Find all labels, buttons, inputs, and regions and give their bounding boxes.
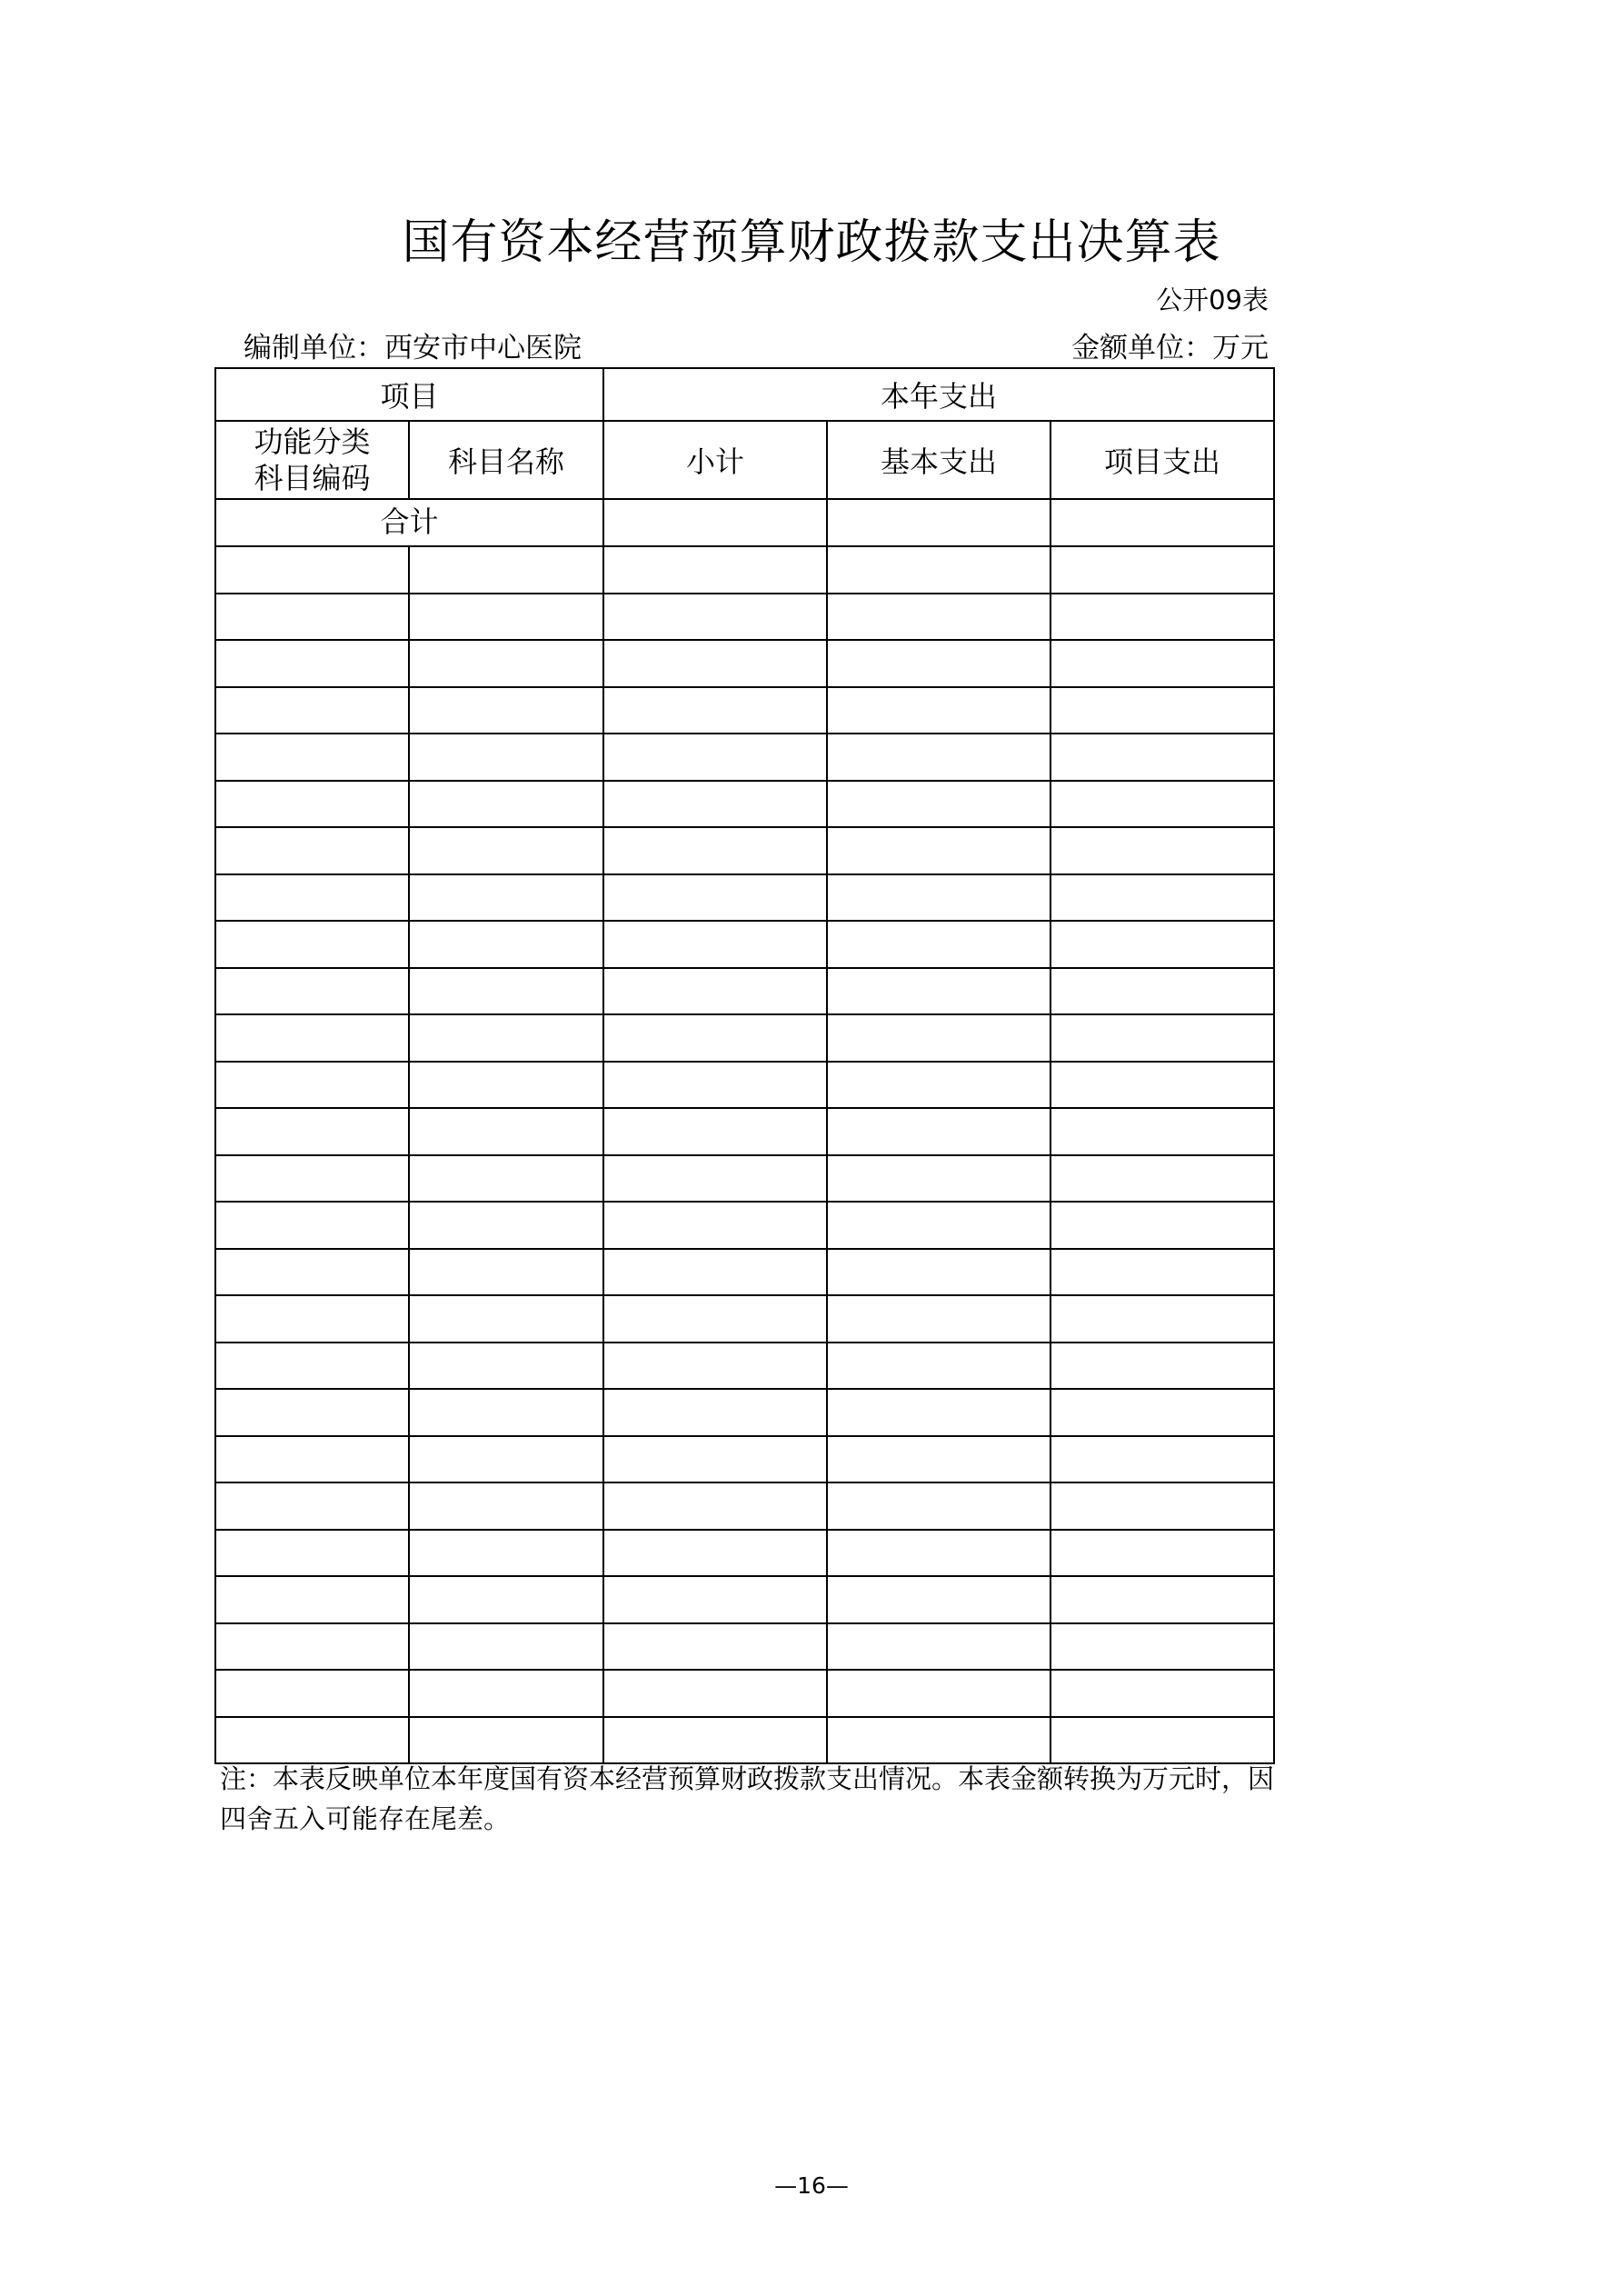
- name-cell: [409, 1014, 603, 1062]
- table-row: [215, 1202, 1274, 1249]
- name-cell: [409, 594, 603, 641]
- project-cell: [1050, 1623, 1274, 1671]
- code-cell: [215, 594, 409, 641]
- code-cell: [215, 1202, 409, 1249]
- basic-cell: [827, 640, 1050, 687]
- project-cell: [1050, 781, 1274, 828]
- table-row: [215, 1295, 1274, 1343]
- basic-cell: [827, 968, 1050, 1015]
- table-row: [215, 1249, 1274, 1296]
- name-cell: [409, 1670, 603, 1717]
- basic-cell: [827, 781, 1050, 828]
- code-cell: [215, 1108, 409, 1155]
- header-basic-expenditure: 基本支出: [827, 421, 1050, 499]
- page-number: —16—: [774, 2172, 849, 2199]
- table-row: [215, 1389, 1274, 1436]
- project-cell: [1050, 1717, 1274, 1764]
- project-cell: [1050, 1295, 1274, 1343]
- basic-cell: [827, 1202, 1050, 1249]
- basic-cell: [827, 1389, 1050, 1436]
- project-cell: [1050, 827, 1274, 874]
- code-cell: [215, 546, 409, 594]
- header-current-year-expenditure: 本年支出: [603, 368, 1274, 421]
- total-basic-cell: [827, 499, 1050, 546]
- code-cell: [215, 921, 409, 968]
- project-cell: [1050, 734, 1274, 781]
- subtotal-cell: [603, 921, 827, 968]
- subtotal-cell: [603, 687, 827, 734]
- project-cell: [1050, 921, 1274, 968]
- subtotal-cell: [603, 594, 827, 641]
- header-project-expenditure: 项目支出: [1050, 421, 1274, 499]
- table-row: [215, 1482, 1274, 1530]
- code-cell: [215, 1530, 409, 1577]
- subtotal-cell: [603, 1155, 827, 1203]
- code-cell: [215, 1295, 409, 1343]
- name-cell: [409, 1576, 603, 1623]
- name-cell: [409, 546, 603, 594]
- table-row: [215, 921, 1274, 968]
- page-title: 国有资本经营预算财政拨款支出决算表: [402, 215, 1221, 270]
- code-cell: [215, 687, 409, 734]
- table-row: [215, 1155, 1274, 1203]
- code-cell: [215, 1389, 409, 1436]
- code-cell: [215, 1014, 409, 1062]
- project-cell: [1050, 1576, 1274, 1623]
- table-note: 注：本表反映单位本年度国有资本经营预算财政拨款支出情况。本表金额转换为万元时，因四舍五入可能存在尾差。: [220, 1763, 1275, 1834]
- project-cell: [1050, 874, 1274, 922]
- total-label: 合计: [215, 499, 603, 546]
- name-cell: [409, 1530, 603, 1577]
- subtotal-cell: [603, 1108, 827, 1155]
- table-row: [215, 1343, 1274, 1390]
- table-row: [215, 687, 1274, 734]
- code-cell: [215, 1249, 409, 1296]
- code-cell: [215, 1343, 409, 1390]
- table-row: [215, 1436, 1274, 1483]
- subtotal-cell: [603, 781, 827, 828]
- subtotal-cell: [603, 1389, 827, 1436]
- name-cell: [409, 1062, 603, 1109]
- name-cell: [409, 1717, 603, 1764]
- table-row: [215, 1623, 1274, 1671]
- table-row: [215, 734, 1274, 781]
- code-cell: [215, 734, 409, 781]
- expenditure-table: [214, 367, 1275, 1764]
- basic-cell: [827, 594, 1050, 641]
- table-row: [215, 640, 1274, 687]
- project-cell: [1050, 1482, 1274, 1530]
- project-cell: [1050, 1014, 1274, 1062]
- header-item: 项目: [215, 368, 603, 421]
- basic-cell: [827, 1155, 1050, 1203]
- subtotal-cell: [603, 1436, 827, 1483]
- table-row: [215, 874, 1274, 922]
- subtotal-cell: [603, 1623, 827, 1671]
- code-cell: [215, 1155, 409, 1203]
- subtotal-cell: [603, 1670, 827, 1717]
- total-project-cell: [1050, 499, 1274, 546]
- subtotal-cell: [603, 1343, 827, 1390]
- header-subject-name: 科目名称: [409, 421, 603, 499]
- header-row-2: [215, 421, 1274, 499]
- table-row: [215, 546, 1274, 594]
- table-row: [215, 1062, 1274, 1109]
- amount-unit-label: 金额单位：万元: [1071, 332, 1269, 364]
- header-function-code: [215, 421, 409, 499]
- name-cell: [409, 1249, 603, 1296]
- name-cell: [409, 1202, 603, 1249]
- code-cell: [215, 968, 409, 1015]
- project-cell: [1050, 594, 1274, 641]
- subtotal-cell: [603, 1482, 827, 1530]
- project-cell: [1050, 1108, 1274, 1155]
- name-cell: [409, 734, 603, 781]
- project-cell: [1050, 1062, 1274, 1109]
- code-cell: [215, 874, 409, 922]
- table-row: [215, 968, 1274, 1015]
- table-row: [215, 1576, 1274, 1623]
- total-row: [215, 499, 1274, 546]
- header-function-code-line2: 科目编码: [254, 461, 371, 495]
- code-cell: [215, 827, 409, 874]
- subtotal-cell: [603, 640, 827, 687]
- subtotal-cell: [603, 1295, 827, 1343]
- basic-cell: [827, 1108, 1050, 1155]
- name-cell: [409, 874, 603, 922]
- code-cell: [215, 1436, 409, 1483]
- total-subtotal-cell: [603, 499, 827, 546]
- basic-cell: [827, 1014, 1050, 1062]
- table-row: [215, 1717, 1274, 1764]
- name-cell: [409, 640, 603, 687]
- header-subtotal: 小计: [603, 421, 827, 499]
- table-row: [215, 1670, 1274, 1717]
- name-cell: [409, 1108, 603, 1155]
- basic-cell: [827, 546, 1050, 594]
- code-cell: [215, 1576, 409, 1623]
- name-cell: [409, 921, 603, 968]
- project-cell: [1050, 1249, 1274, 1296]
- subtotal-cell: [603, 968, 827, 1015]
- basic-cell: [827, 1670, 1050, 1717]
- table-row: [215, 827, 1274, 874]
- subtotal-cell: [603, 827, 827, 874]
- name-cell: [409, 1623, 603, 1671]
- basic-cell: [827, 1482, 1050, 1530]
- basic-cell: [827, 1295, 1050, 1343]
- table-row: [215, 594, 1274, 641]
- code-cell: [215, 1623, 409, 1671]
- project-cell: [1050, 1389, 1274, 1436]
- name-cell: [409, 1389, 603, 1436]
- basic-cell: [827, 1530, 1050, 1577]
- basic-cell: [827, 827, 1050, 874]
- name-cell: [409, 827, 603, 874]
- project-cell: [1050, 1202, 1274, 1249]
- basic-cell: [827, 1623, 1050, 1671]
- header-row-1: [215, 368, 1274, 421]
- basic-cell: [827, 921, 1050, 968]
- header-function-code-line1: 功能分类: [254, 424, 371, 459]
- project-cell: [1050, 640, 1274, 687]
- code-cell: [215, 781, 409, 828]
- subtotal-cell: [603, 1249, 827, 1296]
- subtotal-cell: [603, 1576, 827, 1623]
- code-cell: [215, 1670, 409, 1717]
- code-cell: [215, 640, 409, 687]
- code-cell: [215, 1717, 409, 1764]
- subtotal-cell: [603, 1530, 827, 1577]
- subtotal-cell: [603, 734, 827, 781]
- subtotal-cell: [603, 546, 827, 594]
- name-cell: [409, 1295, 603, 1343]
- basic-cell: [827, 1343, 1050, 1390]
- form-number: 公开09表: [1156, 285, 1269, 315]
- subtotal-cell: [603, 1717, 827, 1764]
- project-cell: [1050, 1436, 1274, 1483]
- subtotal-cell: [603, 1014, 827, 1062]
- code-cell: [215, 1482, 409, 1530]
- project-cell: [1050, 546, 1274, 594]
- subtotal-cell: [603, 1062, 827, 1109]
- name-cell: [409, 1436, 603, 1483]
- basic-cell: [827, 1717, 1050, 1764]
- project-cell: [1050, 1530, 1274, 1577]
- table-row: [215, 781, 1274, 828]
- subtotal-cell: [603, 874, 827, 922]
- table-row: [215, 1014, 1274, 1062]
- basic-cell: [827, 874, 1050, 922]
- subtotal-cell: [603, 1202, 827, 1249]
- basic-cell: [827, 687, 1050, 734]
- table-row: [215, 1108, 1274, 1155]
- basic-cell: [827, 1249, 1050, 1296]
- project-cell: [1050, 968, 1274, 1015]
- basic-cell: [827, 1576, 1050, 1623]
- basic-cell: [827, 734, 1050, 781]
- name-cell: [409, 1482, 603, 1530]
- name-cell: [409, 1343, 603, 1390]
- basic-cell: [827, 1436, 1050, 1483]
- name-cell: [409, 687, 603, 734]
- project-cell: [1050, 1155, 1274, 1203]
- name-cell: [409, 781, 603, 828]
- table-row: [215, 1530, 1274, 1577]
- code-cell: [215, 1062, 409, 1109]
- project-cell: [1050, 687, 1274, 734]
- organization-label: 编制单位：西安市中心医院: [244, 332, 582, 364]
- name-cell: [409, 968, 603, 1015]
- name-cell: [409, 1155, 603, 1203]
- project-cell: [1050, 1670, 1274, 1717]
- basic-cell: [827, 1062, 1050, 1109]
- project-cell: [1050, 1343, 1274, 1390]
